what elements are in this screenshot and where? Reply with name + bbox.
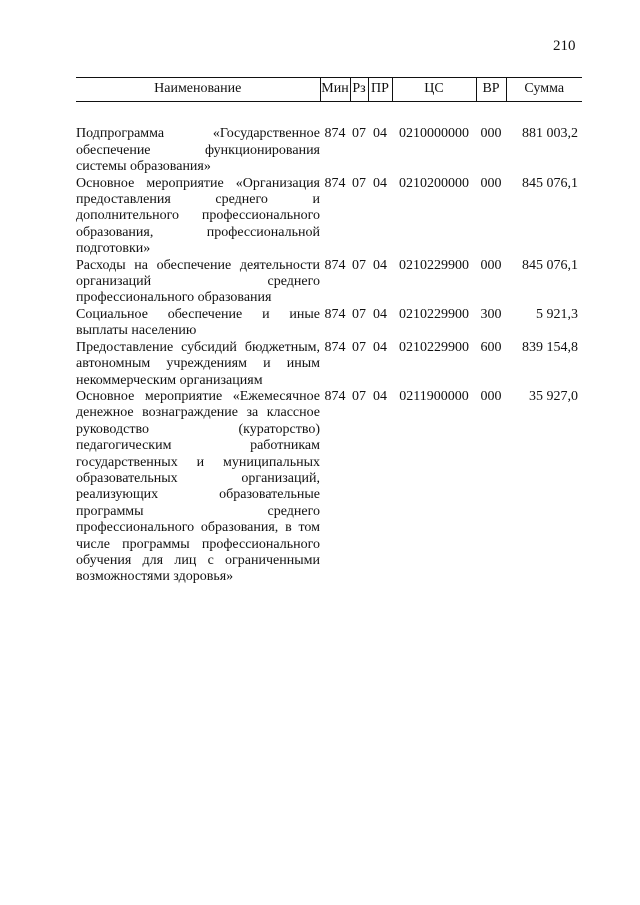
row-sum: 5 921,3 bbox=[536, 306, 578, 322]
row-rz: 07 bbox=[352, 257, 366, 273]
row-name: Подпрограмма «Государственное обеспечение функционирования системы образования» bbox=[76, 126, 320, 175]
table-row bbox=[76, 307, 582, 340]
row-rz: 07 bbox=[352, 306, 366, 322]
row-rz: 07 bbox=[352, 175, 366, 191]
row-min: 874 bbox=[324, 126, 346, 142]
table-row bbox=[76, 258, 582, 307]
row-cs: 0210200000 bbox=[399, 175, 469, 191]
header-vr: ВР bbox=[476, 78, 506, 102]
row-name: Предоставление субсидий бюджетным, автономным учреждениям и иным некоммерческим организациям bbox=[76, 339, 320, 388]
table-row bbox=[76, 340, 582, 389]
row-cs: 0211900000 bbox=[399, 388, 469, 404]
row-cs: 0210229900 bbox=[399, 339, 469, 355]
row-pr: 04 bbox=[373, 339, 387, 355]
row-sum: 881 003,2 bbox=[522, 126, 578, 142]
row-sum: 845 076,1 bbox=[522, 175, 578, 191]
row-cs: 0210229900 bbox=[399, 306, 469, 322]
table-header-row bbox=[76, 78, 582, 102]
row-rz: 07 bbox=[352, 339, 366, 355]
row-pr: 04 bbox=[373, 175, 387, 191]
row-name: Основное мероприятие «Организация предоставления среднего и дополнительного профессионального образования, профессиональной подготовки» bbox=[76, 175, 320, 257]
spacer-row bbox=[76, 102, 582, 127]
row-sum: 839 154,8 bbox=[522, 339, 578, 355]
row-sum: 845 076,1 bbox=[522, 257, 578, 273]
row-pr: 04 bbox=[373, 388, 387, 404]
row-sum: 35 927,0 bbox=[529, 388, 578, 404]
row-min: 874 bbox=[324, 388, 346, 404]
page-number: 210 bbox=[553, 38, 576, 54]
row-pr: 04 bbox=[373, 306, 387, 322]
row-vr: 000 bbox=[480, 126, 502, 142]
header-pr: ПР bbox=[368, 78, 392, 102]
row-vr: 600 bbox=[480, 339, 502, 355]
row-vr: 000 bbox=[480, 175, 502, 191]
row-min: 874 bbox=[324, 339, 346, 355]
row-vr: 300 bbox=[480, 306, 502, 322]
budget-table bbox=[76, 77, 582, 586]
header-rz: Рз bbox=[350, 78, 368, 102]
header-name: Наименование bbox=[76, 78, 320, 102]
row-cs: 0210229900 bbox=[399, 257, 469, 273]
row-min: 874 bbox=[324, 306, 346, 322]
header-min: Мин bbox=[320, 78, 350, 102]
row-min: 874 bbox=[324, 175, 346, 191]
row-rz: 07 bbox=[352, 126, 366, 142]
row-pr: 04 bbox=[373, 126, 387, 142]
table-row bbox=[76, 176, 582, 258]
row-name: Социальное обеспечение и иные выплаты населению bbox=[76, 306, 320, 339]
header-cs: ЦС bbox=[392, 78, 476, 102]
table-row bbox=[76, 389, 582, 586]
row-rz: 07 bbox=[352, 388, 366, 404]
table-row bbox=[76, 126, 582, 175]
row-vr: 000 bbox=[480, 257, 502, 273]
row-min: 874 bbox=[324, 257, 346, 273]
row-name: Основное мероприятие «Ежемесячное денежное вознаграждение за классное руководство (кураторство) педагогическим работникам государственных и муниципальных образовательных организаций, реализующих образовательные программы среднего профессионального образования, в том числе программы профессионального обучения для лиц с ограниченными возможностями здоровья» bbox=[76, 388, 320, 585]
header-sum: Сумма bbox=[506, 78, 582, 102]
row-name: Расходы на обеспечение деятельности организаций среднего профессионального образования bbox=[76, 257, 320, 306]
row-pr: 04 bbox=[373, 257, 387, 273]
row-cs: 0210000000 bbox=[399, 126, 469, 142]
row-vr: 000 bbox=[480, 388, 502, 404]
